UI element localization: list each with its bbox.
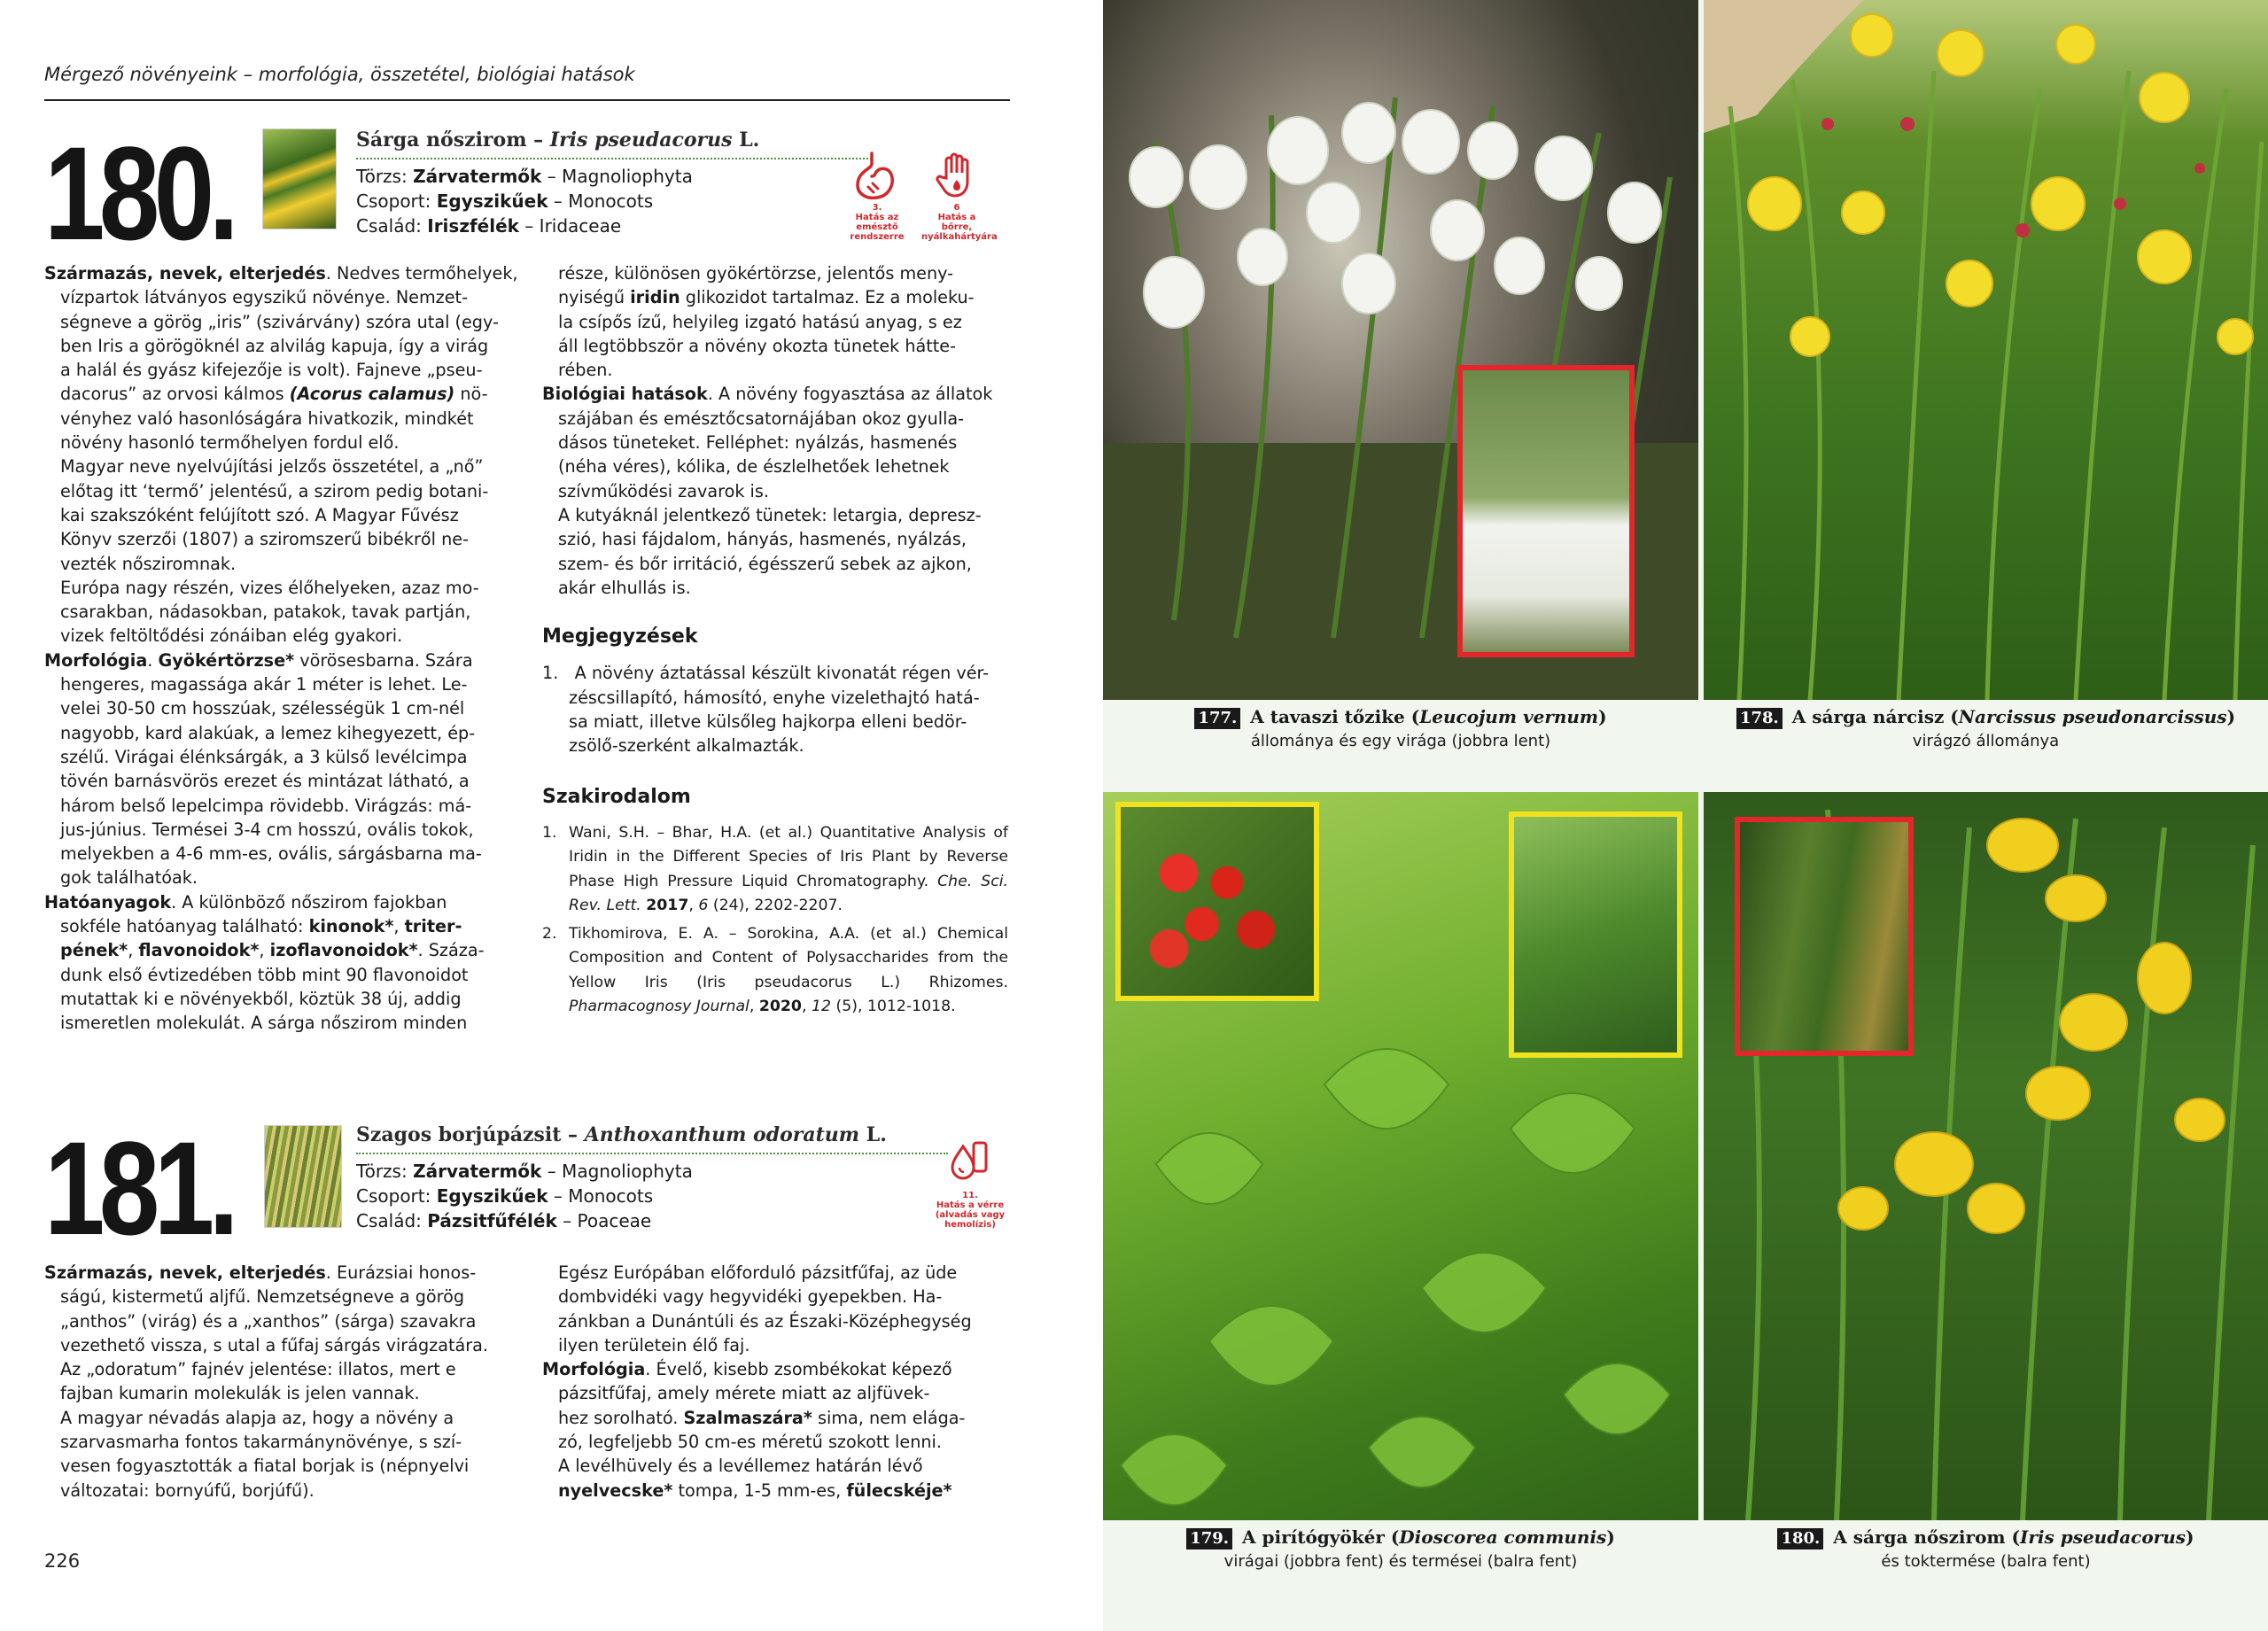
inset-177-flower (1457, 365, 1635, 657)
inset-179-flowers (1509, 812, 1682, 1058)
entry-180-col-right: része, különösen gyökértörzse, jelentős meny- nyiségű iridin glikozidot tartalmaz. Ez a moleku- la csípős ízű, helyileg izgató hatású anyag, s ez áll legtöbbször a növény okozta tünetek hátte- rében. Biológiai hatások. A növény fogyasztása az állatok szájában és emésztőcsatornájában okoz gyulla- dásos tüneteket. Felléphet: nyálzás, hasmenés (néha véres), kólika, de észlelhetőek lehetnek szívműködési zavarok is. A kutyáknál jelentkező tünetek: letargia, depresz- szió, hasi fájdalom, hányás, hasmenés, nyálzás, szem- és bőr irritáció, égésszerű sebek az ajkon, akár elhullás is. Megjegyzések 1. A növény áztatással készült kivonatát régen vér- zéscsillapító, hámosító, enyhe vizelethajtó hatá- sa miatt, illetve külsőleg hajkorpa elleni bedör- zsölő-szerként alkalmazták. Szakirodalom 1. Wani, S.H. – Bhar, H.A. (et al.) Quantitative Analysis of Iridin in the Different Species of Iris Plant by Reverse Phase High Pressure Liquid Chromatography. Che. Sci. Rev. Lett. 2017, 6 (24), 2202-2207. 2. Tikhomirova, E. A. – Sorokina, A.A. (et al.) Chemical Composition and Content of Polysaccharides from the Yellow Iris (Iris pseudacorus L.) Rhizomes. Pharmacognosy Journal, 2020, 12 (5), 1012-1018. (542, 261, 1008, 1023)
entry-thumbnail (264, 1125, 342, 1228)
caption-178: 178. A sárga nárcisz (Narcissus pseudonarcissus) virágzó állománya (1704, 705, 2268, 753)
hazard-blood: 11. Hatás a vérre (alvadás vagy hemolízis) (930, 1138, 1010, 1230)
reference-list (542, 821, 1008, 1020)
reference-item: 2. Tikhomirova, E. A. – Sorokina, A.A. (et al.) Chemical Composition and Content of Polysaccharides from the Yellow Iris (Iris pseudacorus L.) Rhizomes. Pharmacognosy Journal, 2020, 12 (5), 1012-1018. (542, 924, 1008, 1016)
running-header: Mérgező növényeink – morfológia, összetétel, biológiai hatások (44, 64, 635, 85)
hazard-skin: 6 Hatás a bőrre, nyálkahártyára (921, 150, 992, 242)
photo-178 (1704, 0, 2268, 700)
title-dotted-rule (356, 158, 872, 159)
entry-181-col-left: Származás, nevek, elterjedés. Eurázsiai honos- ságú, kistermetű aljfű. Nemzetségneve a görög „anthos” (virág) és a „xanthos” (sárga) szavakra vezethető vissza, s utal a fűfaj sárgás virágzatára. Az „odoratum” fajnév jelentése: illatos, mert e fajban kumarin molekulák is jelen vannak. A magyar névadás alapja az, hogy a növény a szarvasmarha fontos takarmánynövénye, s szí- vesen fogyasztották a fiatal borjak is (népnyelvi változatai: bornyúfű, borjúfű). (44, 1262, 488, 1501)
entry-number: 181. (44, 1114, 234, 1262)
caption-177: 177. A tavaszi tőzike (Leucojum vernum) állománya és egy virága (jobbra lent) (1103, 705, 1698, 753)
title-dotted-rule (356, 1153, 948, 1154)
entry-thumbnail (262, 128, 337, 229)
entry-number: 180. (44, 119, 234, 268)
literature-heading: Szakirodalom (542, 785, 691, 808)
reference-item: 1. Wani, S.H. – Bhar, H.A. (et al.) Quantitative Analysis of Iridin in the Different Species of Iris Plant by Reverse Phase High Pressure Liquid Chromatography. Che. Sci. Rev. Lett. 2017, 6 (24), 2202-2207. (542, 823, 1009, 915)
taxonomy: Törzs: Zárvatermők – Magnoliophyta Csoport: Egyszikűek – Monocots Család: Iriszfélék – Iridaceae (356, 166, 693, 237)
caption-179: 179. A pirítógyökér (Dioscorea communis) virágai (jobbra fent) és termései (balra fent) (1103, 1526, 1698, 1573)
hand-icon (932, 150, 982, 201)
entry-181-col-right: Egész Európában előforduló pázsitfűfaj, az üde dombvidéki vagy hegyvidéki gyepekben. Ha- zánkban a Dunántúli és az Északi-Középhegység ilyen területein élő faj. Morfológia. Évelő, kisebb zsombékokat képező pázsitfűfaj, amely mérete miatt az aljfüvek- hez sorolható. Szalmaszára* sima, nem elága- zó, legfeljebb 50 cm-es méretű szokott lenni. A levélhüvely és a levéllemez határán lévő nyelvecske* tompa, 1-5 mm-es, fülecskéje* (542, 1262, 972, 1501)
taxonomy: Törzs: Zárvatermők – Magnoliophyta Csoport: Egyszikűek – Monocots Család: Pázsitfűfélék – Poaceae (356, 1161, 693, 1231)
narcissus-photo-art (1704, 0, 2268, 700)
page-number: 226 (44, 1550, 81, 1572)
entry-181 (44, 1114, 1019, 1547)
stomach-icon (852, 150, 902, 201)
left-page (0, 0, 1103, 1631)
entry-180-col-left: Származás, nevek, elterjedés. Nedves termőhelyek, vízpartok látványos egyszikű növénye. Nemzet- ségneve a görög „iris” (szivárvány) szóra utal (egy- ben Iris a görögöknél az alvilág kapuja, így a virág a halál és gyász kifejezője is volt). Fajneve „pseu- dacorus” az orvosi kálmos (Acorus calamus) nö- vényhez való hasonlóságára hivatkozik, mindkét növény hasonló termőhelyen fordul elő. Magyar neve nyelvújítási jelzős összetétel, a „nő” előtag itt ‘termő’ jelentésű, a szirom pedig botani- kai szakszóként felújított szó. A Magyar Fűvész Könyv szerzői (1807) a sziromszerű bibékről ne- vezték nősziromnak. Európa nagy részén, vizes élőhelyeken, azaz mo- csarakban, nádasokban, patakok, tavak partján, vizek feltöltődési zónáiban elég gyakori. Morfológia. Gyökértörzse* vörösesbarna. Szára hengeres, magassága akár 1 méter is lehet. Le- velei 30-50 cm hosszúak, szélességük 1 cm-nél nagyobb, kard alakúak, a lemez kihegyezett, ép- szélű. Virágai élénksárgák, a 3 külső levélcimpa tövén barnásvörös erezet és mintázat látható, a három belső lepelcimpa rövidebb. Virágzás: má- jus-június. Termései 3-4 cm hosszú, ovális tokok, melyekben a 4-6 mm-es, ovális, sárgásbarna ma- gok találhatóak. Hatóanyagok. A különböző nőszirom fajokban sokféle hatóanyag található: kinonok*, triter- pének*, flavonoidok*, izoflavonoidok*. Száza- dunk első évtizedében több mint 90 flavonoidot mutattak ki e növényekből, köztük 38 új, addig ismeretlen molekulát. A sárga nőszirom minden (44, 263, 518, 1034)
plant-title: Szagos borjúpázsit – Anthoxanthum odoratum L. (356, 1123, 887, 1146)
inset-180-capsule (1735, 817, 1914, 1056)
inset-179-berries (1115, 802, 1319, 1001)
blood-drop-icon (947, 1138, 993, 1189)
plant-title: Sárga nőszirom – Iris pseudacorus L. (356, 128, 760, 151)
notes-heading: Megjegyzések (542, 625, 698, 649)
header-rule (44, 99, 1010, 101)
hazard-digestive: 3. Hatás az emésztő rendszerre (842, 150, 913, 242)
caption-180: 180. A sárga nőszirom (Iris pseudacorus) és toktermése (balra fent) (1704, 1526, 2268, 1573)
entry-180 (44, 119, 1019, 1083)
right-page (1103, 0, 2268, 1631)
